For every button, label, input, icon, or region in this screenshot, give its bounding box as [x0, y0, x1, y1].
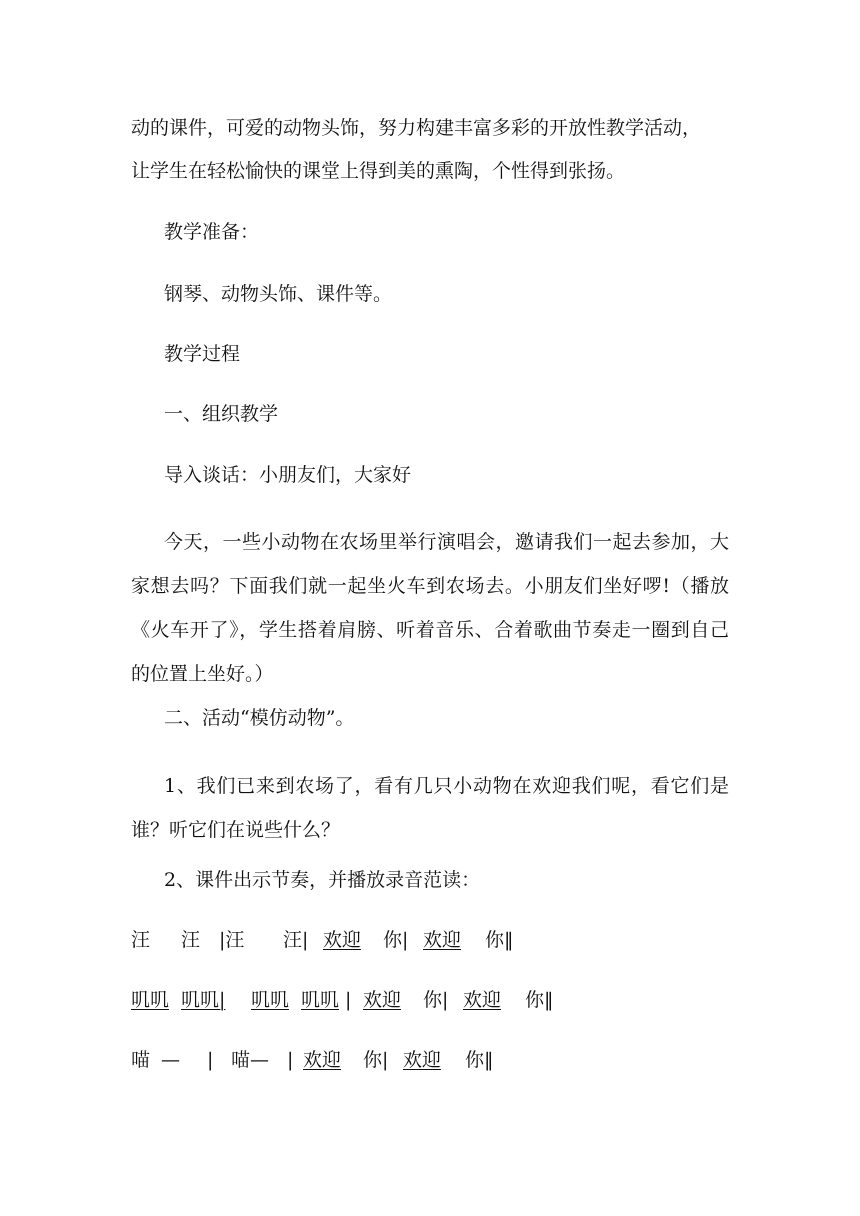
rhythm-cell: 你| [383, 929, 409, 951]
paragraph-line: 让学生在轻松愉快的课堂上得到美的熏陶，个性得到张扬。 [131, 160, 626, 182]
rhythm-cell: 叽叽 [301, 989, 340, 1011]
rhythm-cell: | [287, 1049, 294, 1071]
rhythm-cell: 你‖ [465, 1049, 494, 1071]
rhythm-cell: 欢迎 [303, 1049, 342, 1071]
intro-talk: 导入谈话：小朋友们，大家好 [164, 464, 412, 486]
rhythm-row [131, 1044, 731, 1076]
rhythm-cell: — [161, 1049, 180, 1071]
rhythm-cell: 欢迎 [403, 1049, 442, 1071]
rhythm-cell: 叽叽 [251, 989, 290, 1011]
step-paragraph: 1、我们已来到农场了，看有几只小动物在欢迎我们呢，看它们是谁？听它们在说些什么？ [131, 775, 729, 841]
rhythm-cell: | [345, 989, 352, 1011]
rhythm-cell: 欢迎 [463, 989, 502, 1011]
rhythm-cell: 叽叽| [181, 989, 226, 1011]
rhythm-cell: 喵 [131, 1049, 151, 1071]
section-heading: 二、活动“模仿动物”。 [164, 707, 355, 729]
rhythm-cell: 汪 [181, 929, 201, 951]
rhythm-cell: | [207, 1049, 214, 1071]
rhythm-cell: 汪| [283, 929, 309, 951]
rhythm-row [131, 924, 731, 956]
rhythm-cell: 喵— [231, 1049, 270, 1071]
rhythm-cell: |汪 [219, 929, 245, 951]
prep-items: 钢琴、动物头饰、课件等。 [164, 283, 393, 305]
rhythm-cell: 汪 [131, 929, 151, 951]
rhythm-row [131, 984, 731, 1016]
rhythm-cell: 你| [423, 989, 449, 1011]
rhythm-cell: 你| [363, 1049, 389, 1071]
paragraph-line: 动的课件，可爱的动物头饰，努力构建丰富多彩的开放性教学活动， [131, 117, 702, 139]
section-heading: 一、组织教学 [164, 403, 279, 425]
step-paragraph: 2、课件出示节奏，并播放录音范读： [164, 869, 481, 891]
prep-heading: 教学准备： [164, 221, 260, 243]
rhythm-cell: 你‖ [485, 929, 514, 951]
story-paragraph: 今天，一些小动物在农场里举行演唱会，邀请我们一起去参加，大家想去吗？下面我们就一起坐火车到农场去。小朋友们坐好啰!（播放《火车开了》，学生搭着肩膀、听着音乐、合着歌曲节奏走一圈到自己的位置上坐好。） [131, 531, 729, 685]
rhythm-cell: 欢迎 [363, 989, 402, 1011]
rhythm-cell: 你‖ [525, 989, 554, 1011]
rhythm-cell: 欢迎 [323, 929, 362, 951]
rhythm-cell: 叽叽 [131, 989, 170, 1011]
rhythm-cell: 欢迎 [423, 929, 462, 951]
process-heading: 教学过程 [164, 343, 241, 365]
